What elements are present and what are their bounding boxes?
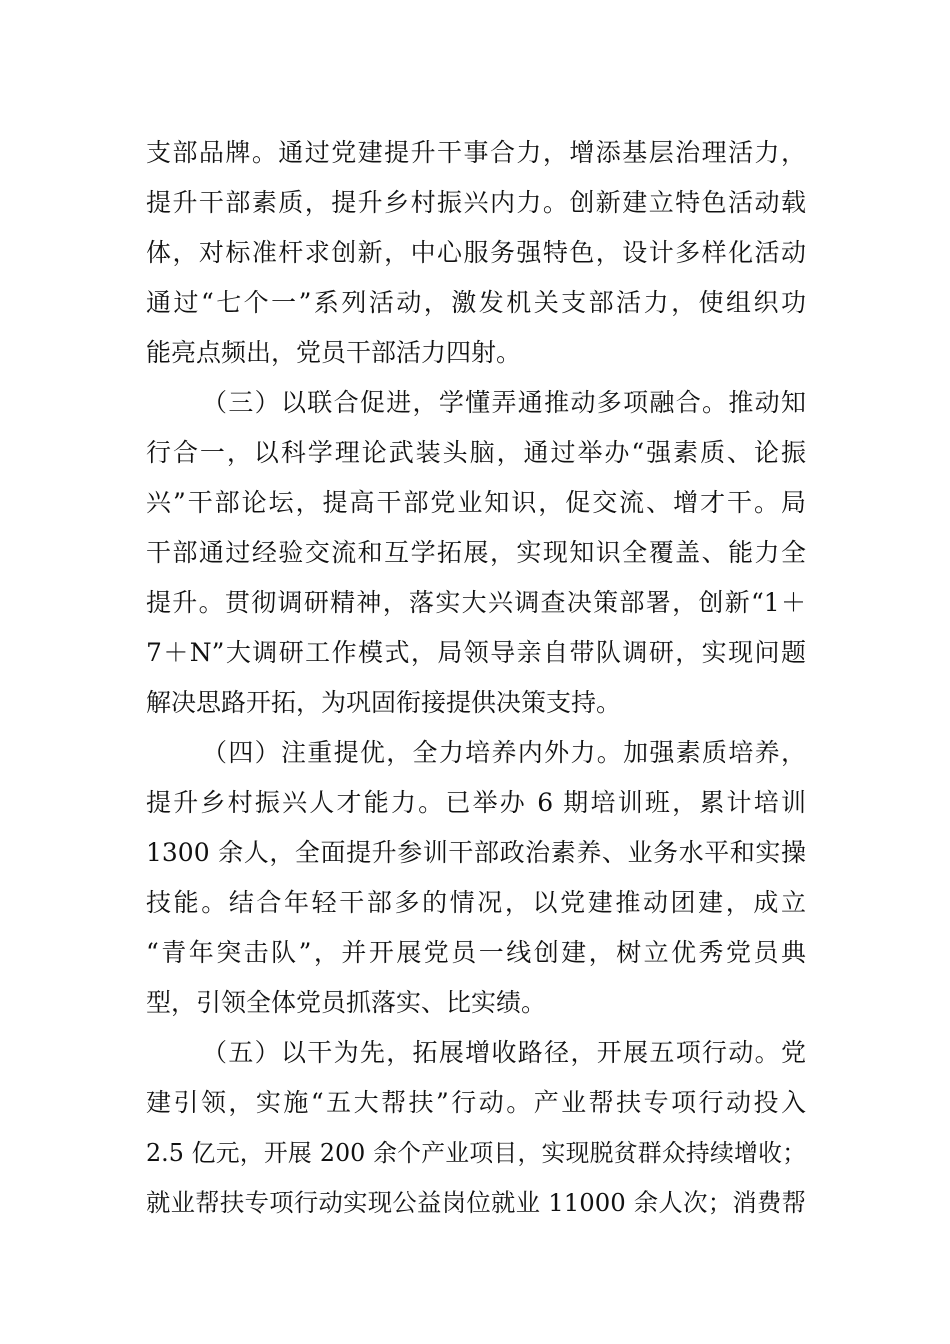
- paragraph-heading-line: （五）以干为先，拓展增收路径，开展五项行动。党: [202, 1038, 806, 1067]
- paragraph-line: “青年突击队”，并开展党员一线创建，树立优秀党员典: [146, 938, 806, 967]
- paragraph-line: 兴”干部论坛，提高干部党业知识，促交流、增才干。局: [146, 488, 806, 517]
- paragraph-heading-line: （四）注重提优，全力培养内外力。加强素质培养，: [202, 738, 806, 767]
- paragraph-line: 提升。贯彻调研精神，落实大兴调查决策部署，创新“1＋: [146, 588, 806, 617]
- paragraph-line: 2.5 亿元，开展 200 余个产业项目，实现脱贫群众持续增收；: [146, 1139, 806, 1167]
- paragraph-line: 技能。结合年轻干部多的情况，以党建推动团建，成立: [146, 888, 806, 917]
- paragraph-line: 干部通过经验交流和互学拓展，实现知识全覆盖、能力全: [146, 538, 806, 567]
- paragraph-heading-line: （三）以联合促进，学懂弄通推动多项融合。推动知: [202, 388, 806, 417]
- document-body: [146, 128, 806, 1228]
- paragraph-line: 通过“七个一”系列活动，激发机关支部活力，使组织功: [146, 288, 806, 317]
- paragraph-line: 型，引领全体党员抓落实、比实绩。: [146, 988, 547, 1017]
- paragraph-line: 解决思路开拓，为巩固衔接提供决策支持。: [146, 688, 622, 717]
- paragraph-line: 就业帮扶专项行动实现公益岗位就业 11000 余人次；消费帮: [146, 1188, 806, 1217]
- paragraph-line: 建引领，实施“五大帮扶”行动。产业帮扶专项行动投入: [146, 1088, 806, 1117]
- paragraph-line: 提升乡村振兴人才能力。已举办 6 期培训班，累计培训: [146, 788, 806, 817]
- paragraph-line: 支部品牌。通过党建提升干事合力，增添基层治理活力，: [146, 138, 806, 167]
- paragraph-line: 体，对标准杆求创新，中心服务强特色，设计多样化活动: [146, 238, 806, 267]
- paragraph-line: 1300 余人，全面提升参训干部政治素养、业务水平和实操: [146, 838, 806, 867]
- paragraph-line: 能亮点频出，党员干部活力四射。: [146, 338, 522, 367]
- paragraph-line: 提升干部素质，提升乡村振兴内力。创新建立特色活动载: [146, 188, 806, 217]
- paragraph-line: 行合一，以科学理论武装头脑，通过举办“强素质、论振: [146, 438, 806, 467]
- paragraph-line: 7＋N”大调研工作模式，局领导亲自带队调研，实现问题: [146, 638, 806, 667]
